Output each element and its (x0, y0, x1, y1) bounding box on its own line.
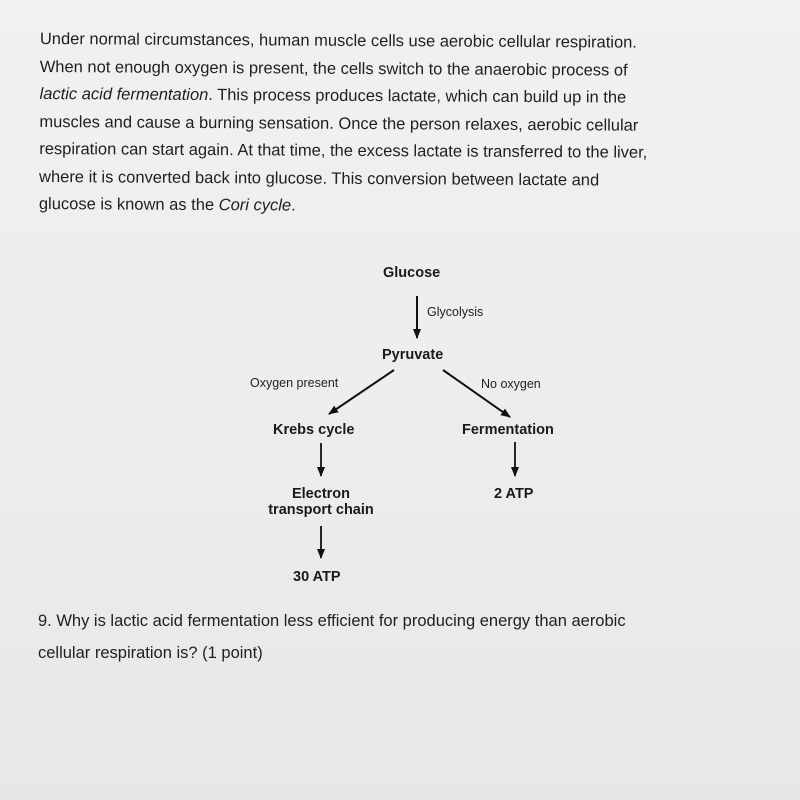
glucose-node: Glucose (383, 265, 441, 281)
question-9 (38, 605, 778, 669)
passage-line: muscles and cause a burning sensation. Once the person relaxes, aerobic cellular (39, 112, 639, 135)
passage-line: respiration can start again. At that time, the excess lactate is transferred to the liver, (39, 139, 648, 162)
passage-line: where it is converted back into glucose. This conversion between lactate and (39, 167, 600, 189)
passage-text: . This process produces lactate, which can build up in the (208, 86, 627, 107)
glycolysis-label: Glycolysis (427, 305, 484, 319)
oxygen-present-arrow (329, 370, 394, 414)
oxygen-present-label: Oxygen present (250, 376, 339, 390)
pyruvate-node: Pyruvate (382, 347, 444, 363)
lactic-acid-fermentation-term: lactic acid fermentation (39, 84, 209, 105)
question-line: cellular respiration is? (1 point) (38, 644, 263, 662)
etc-label-line: Electron (291, 486, 350, 502)
no-oxygen-label: No oxygen (481, 377, 541, 391)
fermentation-node: Fermentation (462, 422, 554, 438)
passage-line: Under normal circumstances, human muscle cells use aerobic cellular respiration. (39, 29, 637, 52)
question-line: 9. Why is lactic acid fermentation less efficient for producing energy than aerobic (38, 612, 626, 630)
passage-text: glucose is known as the (38, 194, 219, 215)
fermentation-atp-node: 2 ATP (494, 486, 534, 502)
passage-line: When not enough oxygen is present, the cells switch to the anaerobic process of (39, 57, 628, 80)
electron-transport-chain-node (258, 486, 384, 518)
cori-cycle-term: Cori cycle (218, 196, 292, 215)
etc-label-line: transport chain (268, 502, 374, 518)
krebs-cycle-node: Krebs cycle (273, 422, 355, 438)
passage-text: . (291, 196, 296, 215)
aerobic-atp-node: 30 ATP (293, 569, 341, 585)
